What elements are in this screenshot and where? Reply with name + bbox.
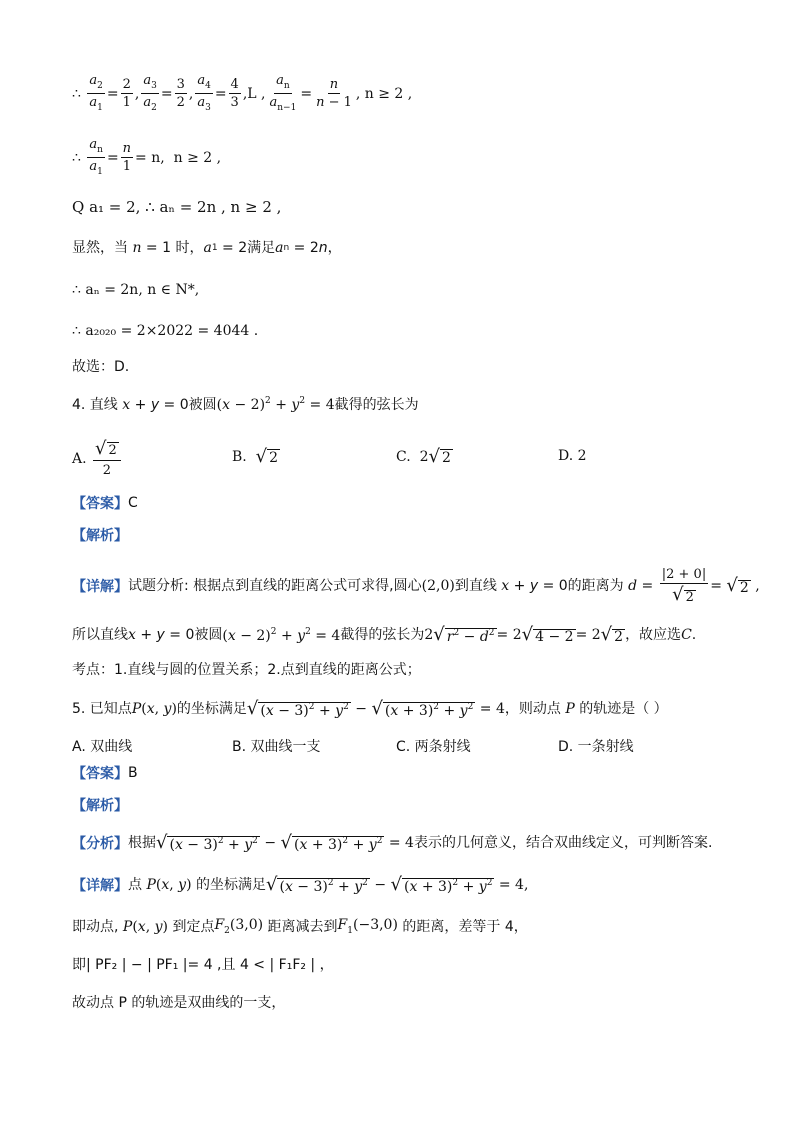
choice-line: 故选：D. — [72, 359, 130, 375]
option-label: A. — [72, 451, 87, 467]
stem-text: 的坐标满足 — [176, 701, 247, 717]
detail-text: 的坐标满足 — [196, 877, 266, 893]
q5-fenxi-line: 【分析】 根据 √ $(x - 3)^2 + y^2$ − √ $(x + 3)^2 + y^2$ = 4 表示的几何意义，结合双曲线定义，可判断答案. — [72, 832, 713, 853]
answer-value: C — [128, 495, 138, 511]
q5-hyperbola-line: 即| PF₂ | − | PF₁ |= 4 ,且 4 < | F₁F₂ | ， — [72, 957, 334, 973]
question-4-options — [72, 440, 672, 480]
option-a[interactable]: A. 双曲线 — [72, 739, 133, 755]
q5-conclusion-line: 故动点 P 的轨迹是双曲线的一支， — [72, 995, 286, 1011]
detail-text: 即动点, — [72, 919, 119, 935]
detail-text: 距离减去到 — [267, 919, 338, 935]
stem-text: 截得的弦长为 — [334, 396, 419, 413]
therefore-symbol: ∴ — [72, 149, 81, 166]
stem-text: 被圆 — [188, 396, 217, 413]
question-5-stem: 5. 已知点 P(x, y) 的坐标满足 √ $(x - 3)^2 + y^2$ − √ $(x + 3)^2 + y^2$ = 4 ，则动点 P 的轨迹是（ ） — [72, 698, 668, 719]
detail-text: 的距离，差等于 4， — [402, 919, 528, 935]
text-segment: 显然，当 — [72, 240, 128, 256]
fenxi-tag: 【分析】 — [72, 835, 128, 851]
ellipsis-text: ,L — [242, 85, 257, 102]
fenxi-text: 根据 — [128, 835, 156, 851]
detail-text: 的距离为 — [567, 578, 624, 594]
condition-text: n ≥ 2 , — [173, 149, 222, 166]
answer-tag: 【答案】 — [72, 495, 128, 511]
q4-detail-line: 【详解】 试题分析: 根据点到直线的距离公式可求得,圆心 (2,0) 到直线 x + y = 0 的距离为 d = |2 + 0| √ 2 = √ 2 , — [72, 567, 760, 605]
q5-answer-line — [72, 766, 138, 780]
fenxi-text: 表示的几何意义，结合双曲线定义，可判断答案. — [413, 835, 713, 851]
general-term-line: ∴ aₙ = 2n, n ∈ N*, — [72, 282, 200, 298]
q4-analysis-line — [72, 528, 128, 542]
q4-kaodian-line: 考点：1.直线与圆的位置关系；2.点到直线的距离公式； — [72, 662, 421, 678]
question-5-options — [72, 736, 672, 756]
detail-text: 到定点 — [172, 919, 215, 935]
detail-text: 所以直线 — [72, 627, 128, 643]
text-segment: ， — [327, 240, 342, 256]
stem-text: 的轨迹是（ ） — [579, 701, 668, 717]
option-d[interactable]: D. 2 — [558, 448, 587, 464]
ratio-chain-line: ∴ $\frac{a_2}{a_1}$ = $\frac{2}{1}$ , $\frac{a_3}{a_2}$ = $\frac{3}{2}$ , $\frac{a_4}{a_3}$ = $\frac{4}{3}$ ,L , $\frac{a_n}{a_{n-1}}$ = $\frac{n}{n - 1}$ , n ≥ 2 , — [72, 73, 413, 113]
detail-tag: 【详解】 — [72, 877, 128, 893]
stem-text: 5. 已知点 — [72, 701, 132, 717]
condition-text: , n ≥ 2 , — [355, 85, 413, 102]
stem-text: ，则动点 — [504, 701, 561, 717]
analysis-tag: 【解析】 — [72, 797, 128, 813]
q5-distance-line: 即动点, P(x, y) 到定点 $F_2(3,0)$ 距离减去到 $F_1(-3,0)$ 的距离，差等于 4， — [72, 917, 528, 936]
detail-text: 到直线 — [454, 578, 497, 594]
answer-value: B — [128, 765, 138, 781]
product-line: ∴ $\frac{a_n}{a_1}$ = $\frac{n}{1}$ = n, n ≥ 2 , — [72, 137, 222, 177]
option-label: C. — [396, 449, 411, 465]
option-b[interactable]: B. 双曲线一支 — [232, 739, 321, 755]
q4-chord-line: 所以直线 x + y = 0 被圆 $(x - 2)^2 + y^2 = 4$ 截得的弦长为 2 √ $r^2 - d^2$ = 2 √ 4 − 2 = 2 √ 2 ，故应选 C . — [72, 624, 697, 645]
analysis-tag: 【解析】 — [72, 527, 128, 543]
detail-tag: 【详解】 — [72, 578, 128, 594]
answer-tag: 【答案】 — [72, 765, 128, 781]
q5-analysis-line — [72, 798, 128, 812]
q5-detail-line: 【详解】 点 P(x, y) 的坐标满足 √ $(x - 3)^2 + y^2$ − √ $(x + 3)^2 + y^2$ = 4, — [72, 874, 529, 895]
detail-text: ，故应选 — [625, 627, 682, 643]
option-d[interactable]: D. 一条射线 — [558, 739, 634, 755]
equation-text: = n, — [135, 149, 165, 166]
detail-text: 截得的弦长为 — [340, 627, 425, 643]
check-n1-line: 显然，当 n = 1 时， a 1 = 2 满足 a n = 2 n ， — [72, 240, 342, 256]
therefore-symbol: ∴ — [72, 85, 81, 102]
question-4-stem: 4. 直线 x + y = 0 被圆 $(x - 2)^2 + y^2 = 4$ 截得的弦长为 — [72, 396, 419, 413]
detail-text: 试题分析: 根据点到直线的距离公式可求得,圆心 — [128, 578, 422, 594]
option-c[interactable]: C. 2 √ 2 — [396, 446, 451, 467]
a1-line: Q a₁ = 2, ∴ aₙ = 2n , n ≥ 2 , — [72, 198, 282, 216]
text-segment: 满足 — [247, 240, 276, 256]
detail-text: 被圆 — [194, 627, 223, 643]
option-a[interactable]: A. √ 2 2 — [72, 440, 123, 478]
option-label: B. — [232, 449, 247, 465]
detail-text: 点 — [128, 877, 142, 893]
text-segment: 时， — [175, 240, 204, 256]
option-c[interactable]: C. 两条射线 — [396, 739, 471, 755]
option-b[interactable]: B. √ 2 — [232, 446, 279, 467]
q4-answer-line — [72, 496, 138, 510]
stem-text: 4. 直线 — [72, 396, 118, 413]
a2020-line: ∴ a₂₀₂₀ = 2×2022 = 4044 . — [72, 323, 259, 339]
